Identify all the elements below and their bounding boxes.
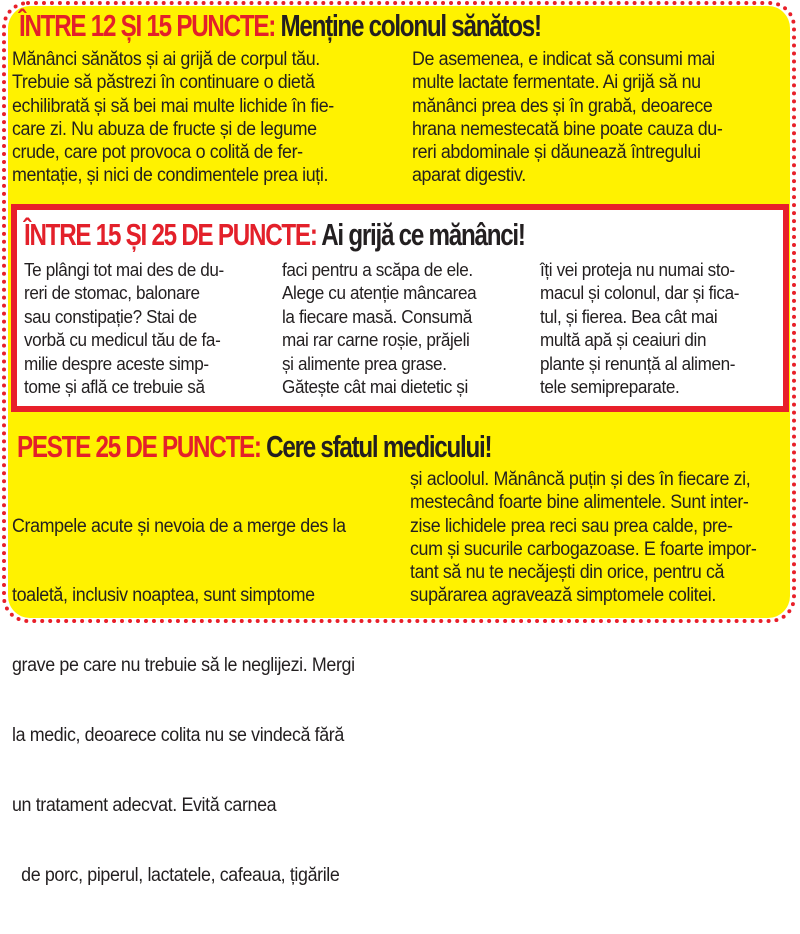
- text-line: mai rar carne roșie, prăjeli: [282, 329, 470, 351]
- text-line: aparat digestiv.: [412, 165, 526, 187]
- text-column-2: [282, 258, 476, 398]
- text-line: sau constipație? Stai de: [24, 305, 197, 327]
- text-line: plante și renunță al alimen-: [540, 352, 736, 374]
- heading-range: ÎNTRE 12 ȘI 15 PUNCTE:: [19, 8, 276, 43]
- text-line: Mănânci sănătos și ai grijă de corpul tău.: [12, 49, 320, 70]
- section-heading: [24, 218, 525, 252]
- text-line: un tratament adecvat. Evită carnea: [12, 795, 277, 817]
- text-line: macul și colonul, dar și fica-: [540, 282, 740, 304]
- text-line: reri de stomac, balonare: [24, 282, 200, 304]
- text-line: vorbă cu medicul tău de fa-: [24, 329, 221, 351]
- text-line: grave pe care nu trebuie să le neglijezi. Mergi: [12, 655, 355, 677]
- text-column-3: [540, 258, 739, 398]
- text-line: și acloolul. Mănâncă puțin și des în fiecare zi,: [410, 469, 751, 490]
- text-line: la medic, deoarece colita nu se vindecă fără: [12, 725, 344, 747]
- text-line: care zi. Nu abuza de fructe și de legume: [12, 118, 317, 140]
- text-line: toaletă, inclusiv noaptea, sunt simptome: [12, 585, 315, 607]
- text-line: multe lactate fermentate. Ai grijă să nu: [412, 72, 701, 94]
- text-line: îți vei proteja nu numai sto-: [540, 259, 735, 280]
- text-column-2: [412, 48, 722, 188]
- text-line: mănânci prea des și în grabă, deoarece: [412, 95, 713, 117]
- text-line: tome și află ce trebuie să: [24, 376, 205, 398]
- text-line: milie despre aceste simp-: [24, 352, 209, 374]
- text-line: și alimente prea grase.: [282, 352, 447, 374]
- section-heading: [17, 430, 491, 464]
- heading-advice: Ai grijă ce mănânci!: [321, 217, 525, 252]
- text-line: De asemenea, e indicat să consumi mai: [412, 49, 715, 70]
- text-column-1: [12, 468, 355, 934]
- heading-range: ÎNTRE 15 ȘI 25 DE PUNCTE:: [24, 217, 317, 252]
- text-line: Alege cu atenție mâncarea: [282, 282, 477, 304]
- text-line: supărarea agravează simptomele colitei.: [410, 585, 716, 607]
- heading-advice: Cere sfatul medicului!: [266, 429, 492, 464]
- text-line: tul, și fierea. Bea cât mai: [540, 305, 718, 327]
- text-line: tele semipreparate.: [540, 376, 680, 398]
- text-line: Crampele acute și nevoia de a merge des la: [12, 515, 346, 537]
- text-line: faci pentru a scăpa de ele.: [282, 259, 473, 280]
- text-line: echilibrată și să bei mai multe lichide în fie-: [12, 95, 334, 117]
- text-line: cum și sucurile carbogazoase. E foarte impor-: [410, 538, 757, 560]
- text-line: zise lichidele prea reci sau prea calde, pre-: [410, 515, 733, 537]
- text-line: reri abdominale și dăunează întregului: [412, 142, 701, 164]
- text-line: hrana nemestecată bine poate cauza du-: [412, 118, 723, 140]
- text-column-1: [24, 258, 224, 398]
- text-line: Te plângi tot mai des de du-: [24, 259, 224, 280]
- text-line: multă apă și ceaiuri din: [540, 329, 707, 351]
- text-line: mentație, și nici de condimentele prea iuți.: [12, 165, 329, 187]
- text-column-1: [12, 48, 334, 188]
- text-line: Trebuie să păstrezi în continuare o dietă: [12, 72, 315, 94]
- section-heading: [19, 9, 541, 43]
- text-line: de porc, piperul, lactatele, cafeaua, țigările: [12, 865, 340, 887]
- heading-advice: Menține colonul sănătos!: [280, 8, 541, 43]
- heading-range: PESTE 25 DE PUNCTE:: [17, 429, 261, 464]
- text-line: tant să nu te necăjești din orice, pentru că: [410, 562, 725, 584]
- text-column-2: [410, 468, 756, 608]
- text-line: la fiecare masă. Consumă: [282, 305, 472, 327]
- text-line: crude, care pot provoca o colită de fer-: [12, 142, 303, 164]
- text-line: mestecând foarte bine alimentele. Sunt inter-: [410, 492, 749, 514]
- text-line: Gătește cât mai dietetic și: [282, 376, 468, 398]
